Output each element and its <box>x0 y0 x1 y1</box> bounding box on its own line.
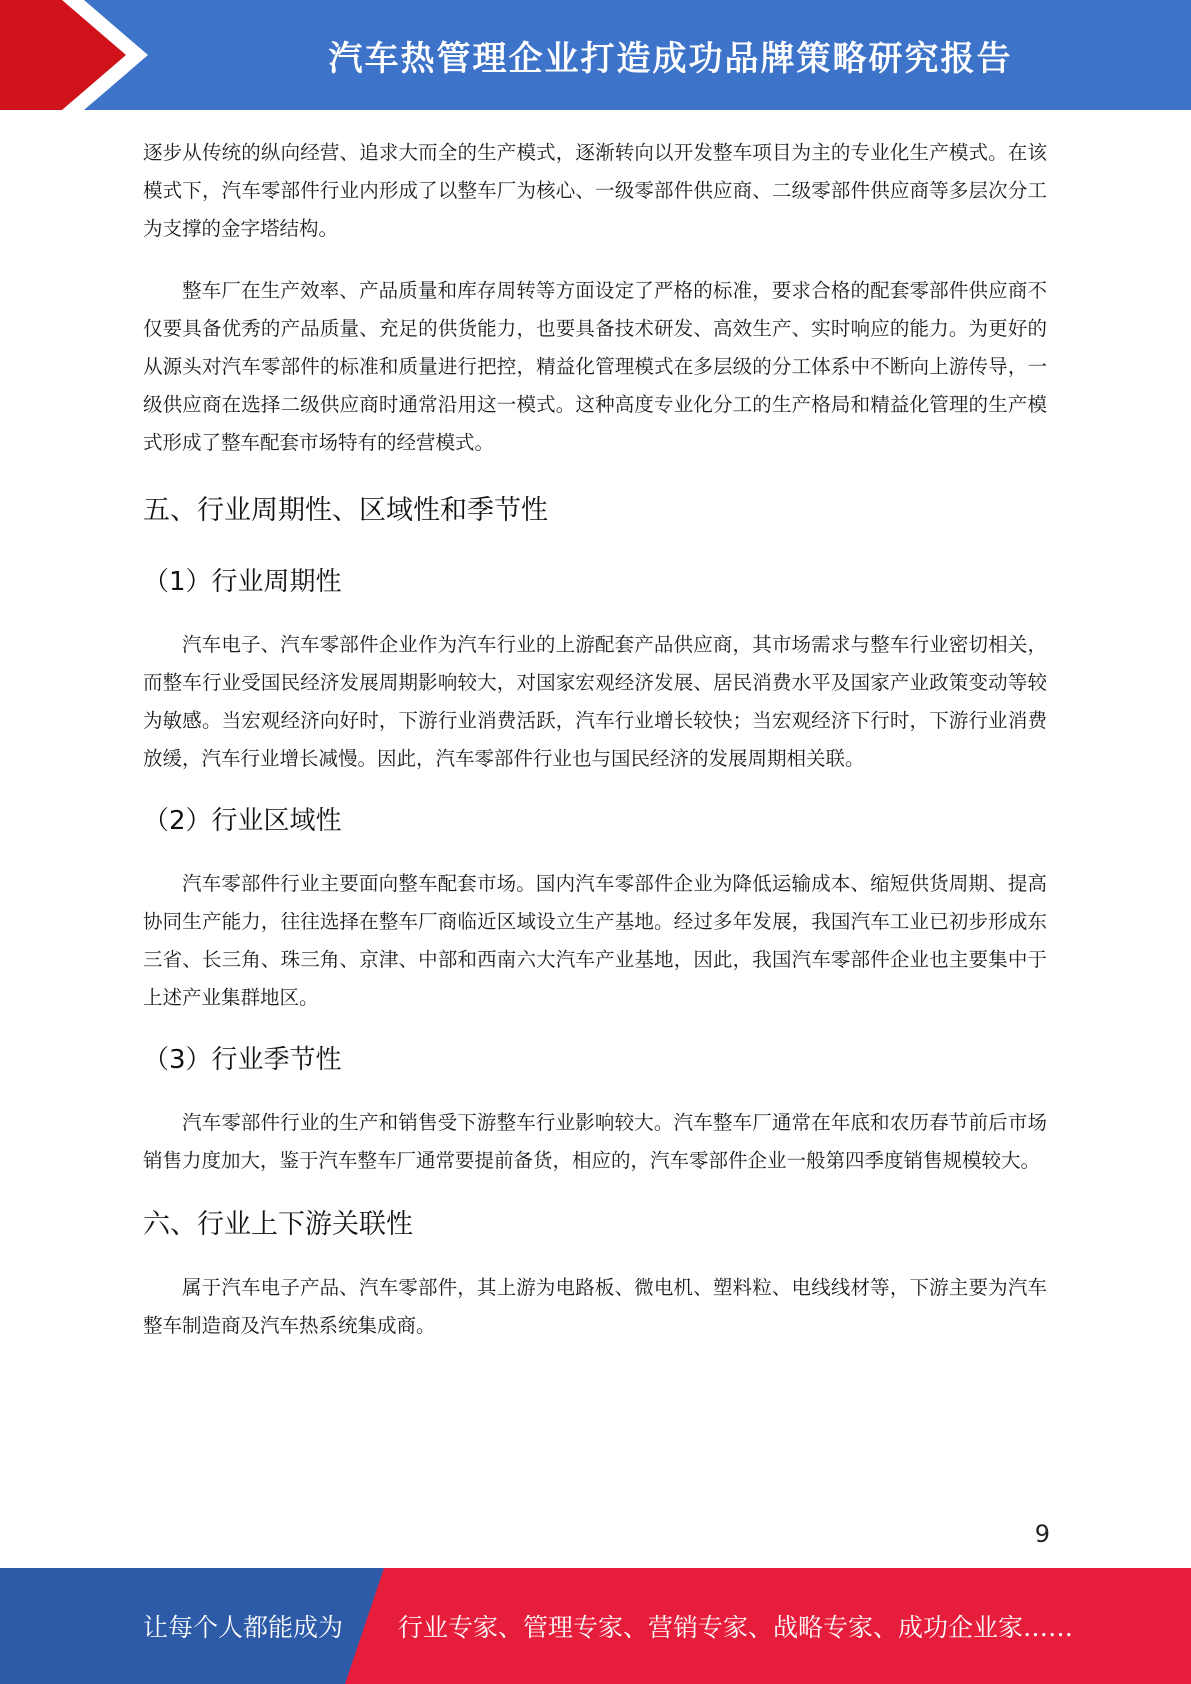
report-title: 汽车热管理企业打造成功品牌策略研究报告 <box>328 38 1013 79</box>
page-footer <box>0 1568 1191 1684</box>
subsection-seasonality-heading: （3）行业季节性 <box>143 1045 342 1075</box>
section-5-heading: 五、行业周期性、区域性和季节性 <box>143 495 548 526</box>
paragraph-seasonality: 汽车零部件行业的生产和销售受下游整车行业影响较大。汽车整车厂通常在年底和农历春节前后市场销售力度加大，鉴于汽车整车厂通常要提前备货，相应的，汽车零部件企业一般第四季度销售规模较大。 <box>143 1111 1047 1172</box>
header-arrow-decoration <box>0 0 160 110</box>
main-content <box>143 134 1047 1345</box>
subsection-cyclicality-heading: （1）行业周期性 <box>143 567 342 597</box>
paragraph-intro: 逐步从传统的纵向经营、追求大而全的生产模式，逐渐转向以开发整车项目为主的专业化生产模式。在该模式下，汽车零部件行业内形成了以整车厂为核心、一级零部件供应商、二级零部件供应商等多层次分工为支撑的金字塔结构。 <box>143 141 1047 240</box>
subsection-regionality-heading: （2）行业区域性 <box>143 806 342 836</box>
paragraph-regionality: 汽车零部件行业主要面向整车配套市场。国内汽车零部件企业为降低运输成本、缩短供货周期、提高协同生产能力，往往选择在整车厂商临近区域设立生产基地。经过多年发展，我国汽车工业已初步形成东三省、长三角、珠三角、京津、中部和西南六大汽车产业基地，因此，我国汽车零部件企业也主要集中于上述产业集群地区。 <box>143 872 1047 1009</box>
page-number: 9 <box>1034 1520 1050 1548</box>
footer-slogan-left: 让每个人都能成为 <box>143 1613 344 1642</box>
section-6-heading: 六、行业上下游关联性 <box>143 1209 413 1240</box>
footer-slogan-right: 行业专家、管理专家、营销专家、战略专家、成功企业家…… <box>398 1613 1074 1642</box>
page-header <box>0 0 1191 110</box>
paragraph-cyclicality: 汽车电子、汽车零部件企业作为汽车行业的上游配套产品供应商，其市场需求与整车行业密切相关，而整车行业受国民经济发展周期影响较大，对国家宏观经济发展、居民消费水平及国家产业政策变动等较为敏感。当宏观经济向好时，下游行业消费活跃，汽车行业增长较快；当宏观经济下行时，下游行业消费放缓，汽车行业增长减慢。因此，汽车零部件行业也与国民经济的发展周期相关联。 <box>143 633 1047 770</box>
paragraph-upstream-downstream: 属于汽车电子产品、汽车零部件，其上游为电路板、微电机、塑料粒、电线线材等，下游主要为汽车整车制造商及汽车热系统集成商。 <box>143 1276 1047 1337</box>
paragraph-standards: 整车厂在生产效率、产品质量和库存周转等方面设定了严格的标准，要求合格的配套零部件供应商不仅要具备优秀的产品质量、充足的供货能力，也要具备技术研发、高效生产、实时响应的能力。为更好的从源头对汽车零部件的标准和质量进行把控，精益化管理模式在多层级的分工体系中不断向上游传导，一级供应商在选择二级供应商时通常沿用这一模式。这种高度专业化分工的生产格局和精益化管理的生产模式形成了整车配套市场特有的经营模式。 <box>143 279 1047 454</box>
